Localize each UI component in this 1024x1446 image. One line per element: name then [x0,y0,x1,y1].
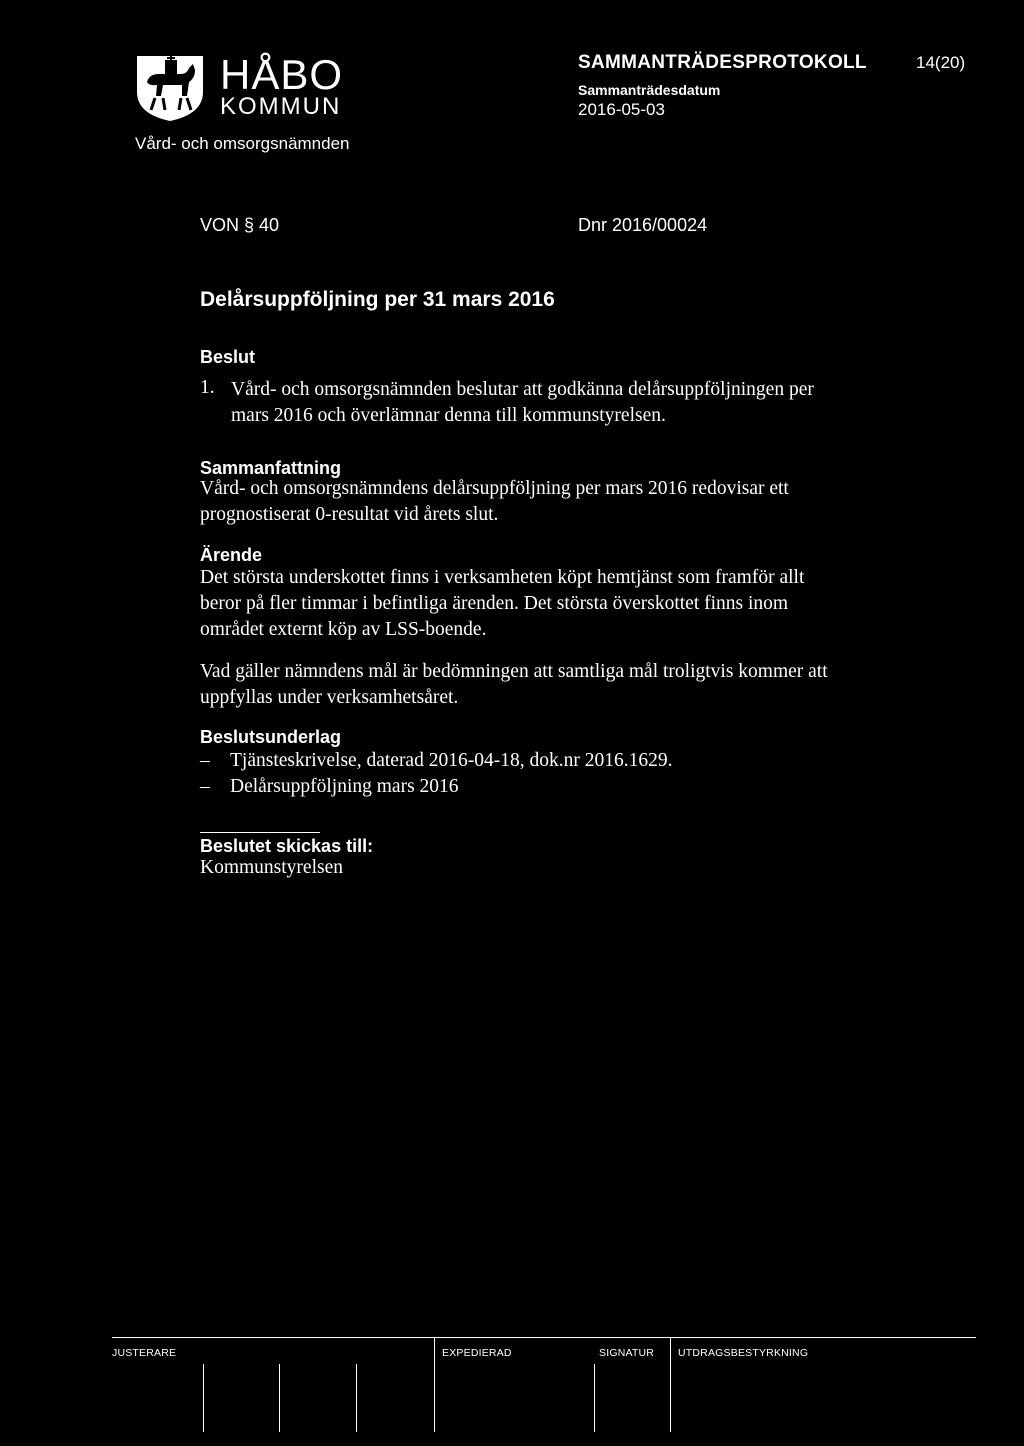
case-number: Dnr 2016/00024 [578,215,708,235]
utdragsbestyrkning-label: UTDRAGSBESTYRKNING [678,1347,809,1359]
expedierad-label: EXPEDIERAD [442,1347,512,1359]
meeting-date-label: Sammanträdesdatum [578,82,721,98]
list-item-text: Tjänsteskrivelse, daterad 2016-04-18, dok.nr 2016.1629. [230,750,673,771]
committee-name: Vård- och omsorgsnämnden [135,134,350,153]
sent-to-heading: Beslutet skickas till: [200,836,374,856]
text-line: Vård- och omsorgsnämnden beslutar att godkänna delårsuppföljningen per [231,379,814,400]
dash-bullet: – [200,776,210,797]
divider [200,832,320,833]
basis-list [200,748,672,800]
summary-heading: Sammanfattning [200,458,342,478]
text-line: prognostiserat 0-resultat vid årets slut. [200,504,499,525]
sent-to-recipient: Kommunstyrelsen [200,857,343,878]
divider [434,1337,435,1432]
text-line: uppfyllas under verksamhetsåret. [200,687,459,708]
text-line: Vad gäller nämndens mål är bedömningen att samtliga mål troligtvis kommer att [200,661,828,682]
list-item-text: Delårsuppföljning mars 2016 [230,776,459,797]
text-line: beror på fler timmar i befintliga ärenden. Det största överskottet finns inom [200,593,789,614]
text-line: Det största underskottet finns i verksamheten köpt hemtjänst som framför allt [200,567,805,588]
dash-bullet: – [200,750,210,771]
goals-text [200,659,828,711]
text-line: området externt köp av LSS-boende. [200,619,487,640]
matter-heading: Ärende [200,545,263,565]
divider [670,1337,671,1432]
divider [112,1337,976,1338]
document-type: SAMMANTRÄDESPROTOKOLL [578,52,867,73]
decision-heading: Beslut [200,347,256,367]
divider [356,1364,357,1432]
divider [279,1364,280,1432]
meeting-date: 2016-05-03 [578,100,665,119]
text-line: mars 2016 och överlämnar denna till kommunstyrelsen. [231,405,666,426]
decision-item-number: 1. [200,377,215,398]
justerare-label: JUSTERARE [112,1347,177,1359]
list-item [200,774,672,800]
signatur-label: SIGNATUR [599,1347,655,1359]
divider [203,1364,204,1432]
divider [594,1364,595,1432]
list-item [200,748,672,774]
basis-heading: Beslutsunderlag [200,727,342,747]
summary-text [200,476,789,528]
habo-coat-of-arms-logo [135,52,205,122]
page-number: 14(20) [916,53,966,72]
logo-name: HÅBO [220,51,344,98]
matter-text [200,565,804,643]
page-title: Delårsuppföljning per 31 mars 2016 [200,288,555,311]
decision-item-text [231,377,814,429]
logo-subname: KOMMUN [220,93,342,120]
paragraph-reference: VON § 40 [200,215,280,235]
text-line: Vård- och omsorgsnämndens delårsuppföljning per mars 2016 redovisar ett [200,478,789,499]
